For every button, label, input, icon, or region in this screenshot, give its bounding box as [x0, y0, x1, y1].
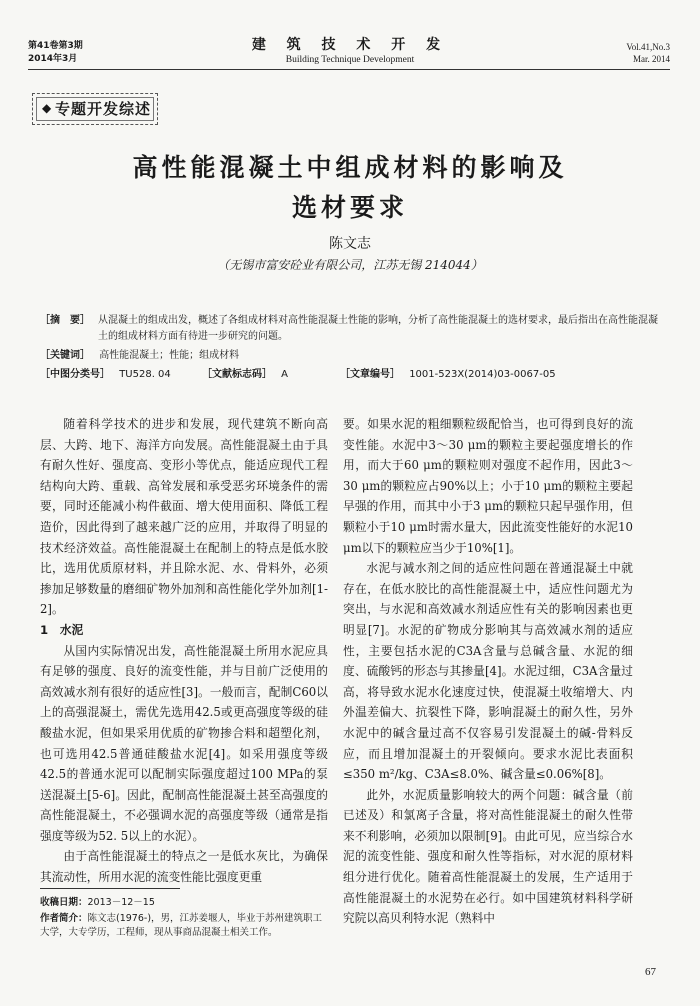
author: 陈文志 [329, 236, 371, 252]
section-label-box [32, 93, 158, 125]
right-column [343, 414, 633, 929]
journal-name-cn: 建 筑 技 术 开 发 [251, 37, 449, 53]
received-value: 2013－12－15 [87, 897, 155, 908]
article-no-value: 1001-523X(2014)03-0067-05 [409, 369, 556, 380]
paragraph: 水泥与减水剂之间的适应性问题在普通混凝土中就存在，在低水胶比的高性能混凝土中，适应性问题尤为突出，与水泥和高效减水剂适应性有关的影响因素也更明显[7]。水泥的矿物成分影响其与高效减水剂的适应性，主要包括水泥的C3A含量与总碱含量、水泥的细度、硫酸钙的形态与其掺量[4]。水泥过细，C3A含量过高，将导致水泥水化速度过快，使混凝土收缩增大、内外温差偏大、抗裂性下降，影响混凝土的耐久性，另外水泥中的碱含量过高不仅容易引发混凝土的碱-骨料反应，而且增加混凝土的开裂倾向。要求水泥比表面积≤350 m²/kg、C3A≤8.0%、碱含量≤0.06%[8]。 [343, 561, 633, 782]
article-no-label: ［文章编号］ [340, 369, 400, 380]
section-label: 专题开发综述 [55, 100, 152, 118]
abstract-text: 从混凝土的组成出发，概述了各组成材料对高性能混凝土性能的影响，分析了高性能混凝土的选材要求，最后指出在高性能混凝土的组成材料方面有待进一步研究的问题。 [98, 315, 658, 342]
journal-issue [28, 40, 83, 66]
article-title-line2: 选材要求 [291, 193, 408, 222]
abstract [40, 313, 660, 345]
keywords [40, 348, 660, 364]
paragraph: 由于高性能混凝土的特点之一是低水灰比，为确保其流动性，所用水泥的流变性能比强度更重 [40, 849, 328, 885]
header-rule [28, 69, 670, 70]
journal-volume: 第41卷第3期 [28, 41, 83, 51]
doccode-label: ［文献标志码］ [201, 369, 272, 380]
section-heading: 1 水泥 [40, 622, 84, 637]
journal-date-en: Mar. 2014 [633, 54, 670, 64]
affiliation: （无锡市富安砼业有限公司，江苏无锡 214044） [217, 258, 483, 272]
journal-volume-en: Vol.41,No.3 [626, 42, 670, 52]
footnote-rule [40, 888, 180, 889]
clc-label: ［中图分类号］ [40, 369, 110, 380]
keywords-label: ［关键词］ [40, 350, 90, 361]
author-bio [40, 912, 330, 940]
paragraph: 从国内实际情况出发，高性能混凝土所用水泥应具有足够的强度、良好的流变性能，并与目前广泛使用的高效减水剂有很好的适应性[3]。一般而言，配制C60以上的高强混凝土，需优先选用42.5或更高强度等级的硅酸盐水泥，但如果采用优质的矿物掺合料和超塑化剂，也可选用42.5普通硅酸盐水泥[4]。如采用强度等级42.5的普通水泥可以配制实际强度超过100 MPa的泵送混凝土[5-6]。因此，配制高性能混凝土甚至高强度的高性能混凝土，不必强调水泥的高强度等级（通常是指强度等级为52. 5以上的水泥）。 [40, 643, 328, 843]
left-column [40, 414, 328, 888]
paragraph: 要。如果水泥的粗细颗粒级配恰当，也可得到良好的流变性能。水泥中3～30 μm的颗粒主要起强度增长的作用，而大于60 μm的颗粒则对强度不起作用，因此3～30 μm的颗粒应占90%以上；小于10 μm的颗粒主要起早强的作用，而其中小于3 μm的颗粒只起早强作用，但颗粒小于10 μm时需水量大，因此流变性能好的水泥10 μm以下的颗粒应当少于10%[1]。 [343, 417, 633, 555]
received-label: 收稿日期： [40, 897, 88, 908]
received-date [40, 896, 330, 910]
journal-name [180, 36, 520, 67]
paragraph: 随着科学技术的进步和发展，现代建筑不断向高层、大跨、地下、海洋方向发展。高性能混凝土由于具有耐久性好、强度高、变形小等优点，能适应现代工程结构向大跨、重载、高耸发展和承受恶劣环境条件的需要，同时还能减小构件截面、增大使用面积、降低工程造价，因此得到了越来越广泛的应用，并取得了明显的技术经济效益。高性能混凝土在配制上的特点是低水胶比，选用优质原材料，并且除水泥、水、骨料外，必须掺加足够数量的磨细矿物外加剂和高性能化学外加剂[1-2]。 [40, 417, 328, 617]
page-number: 67 [645, 966, 656, 978]
clc-value: TU528. 04 [119, 369, 171, 380]
bio-value: 陈文志(1976-)，男，江苏姜堰人，毕业于苏州建筑职工大学，大专学历，工程师，现从事商品混凝土相关工作。 [40, 913, 323, 938]
doccode-value: A [281, 369, 289, 380]
classification-row [40, 367, 660, 383]
journal-name-en: Building Technique Development [285, 55, 415, 65]
article-title-line1: 高性能混凝土中组成材料的影响及 [132, 153, 568, 182]
section-mark-icon: ◆ [42, 101, 52, 115]
paragraph: 此外，水泥质量影响较大的两个问题：碱含量（前已述及）和氯离子含量，将对高性能混凝土的耐久性带来不利影响，必须加以限制[9]。由此可见，应当综合水泥的流变性能、强度和耐久性等指标，对水泥的原材料组分进行优化。随着高性能混凝土的发展，生产适用于高性能混凝土的水泥势在必行。如中国建筑材料科学研究院以高贝利特水泥（熟料中 [343, 787, 633, 926]
journal-issue-en [626, 41, 670, 65]
keywords-text: 高性能混凝土；性能；组成材料 [99, 350, 240, 361]
abstract-label: ［摘 要］ [40, 315, 90, 326]
article-title [60, 148, 640, 228]
journal-date: 2014年3月 [28, 54, 78, 64]
bio-label: 作者简介： [40, 913, 88, 924]
